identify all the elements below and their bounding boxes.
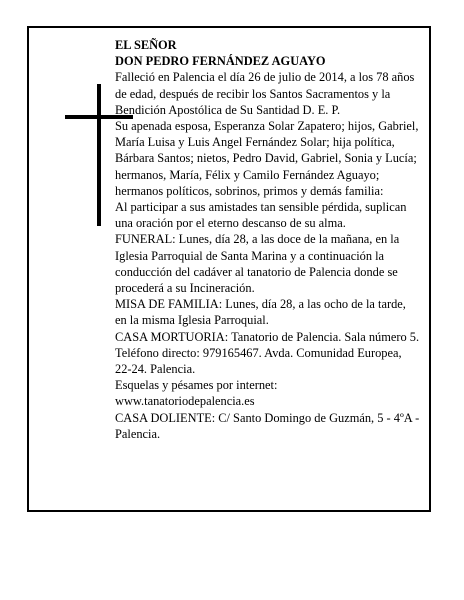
family-list: Su apenada esposa, Esperanza Solar Zapatero; hijos, Gabriel, María Luisa y Luis Angel Fernández Solar; hija política, Bárbara Santos; nietos, Pedro David, Gabriel, Sonia y Lucía; hermanos, María, Félix y Camilo Fernández Aguayo; hermanos políticos, sobrinos, primos y demás familia: bbox=[115, 119, 419, 198]
death-announcement: Falleció en Palencia el día 26 de julio de 2014, a los 78 años de edad, después de recibir los Santos Sacramentos y la Bendición Apostólica de Su Santidad D. E. P. bbox=[115, 70, 415, 117]
prayer-request: Al participar a sus amistades tan sensible pérdida, suplican una oración por el eterno descanso de su alma. bbox=[115, 200, 407, 231]
mortuary-info: CASA MORTUORIA: Tanatorio de Palencia. Sala número 5. Teléfono directo: 979165467. Avda. Comunidad Europea, 22-24. Palencia. bbox=[115, 329, 420, 377]
obituary-text bbox=[115, 37, 420, 442]
cross-icon bbox=[97, 84, 101, 226]
online-condolences: Esquelas y pésames por internet: www.tanatoriodepalencia.es bbox=[115, 378, 278, 409]
deceased-name: DON PEDRO FERNÁNDEZ AGUAYO bbox=[115, 54, 326, 69]
family-home-address: CASA DOLIENTE: C/ Santo Domingo de Guzmán, 5 - 4ºA - Palencia. bbox=[115, 410, 420, 441]
honorific-title: EL SEÑOR bbox=[115, 38, 177, 52]
funeral-info: FUNERAL: Lunes, día 28, a las doce de la mañana, en la Iglesia Parroquial de Santa Marina y a continuación la conducción del cadáver al tanatorio de Palencia donde se procederá a su Incineración. bbox=[115, 232, 400, 296]
deceased-header bbox=[115, 37, 420, 69]
family-mass-info: MISA DE FAMILIA: Lunes, día 28, a las ocho de la tarde, en la misma Iglesia Parroquial. bbox=[115, 297, 406, 328]
